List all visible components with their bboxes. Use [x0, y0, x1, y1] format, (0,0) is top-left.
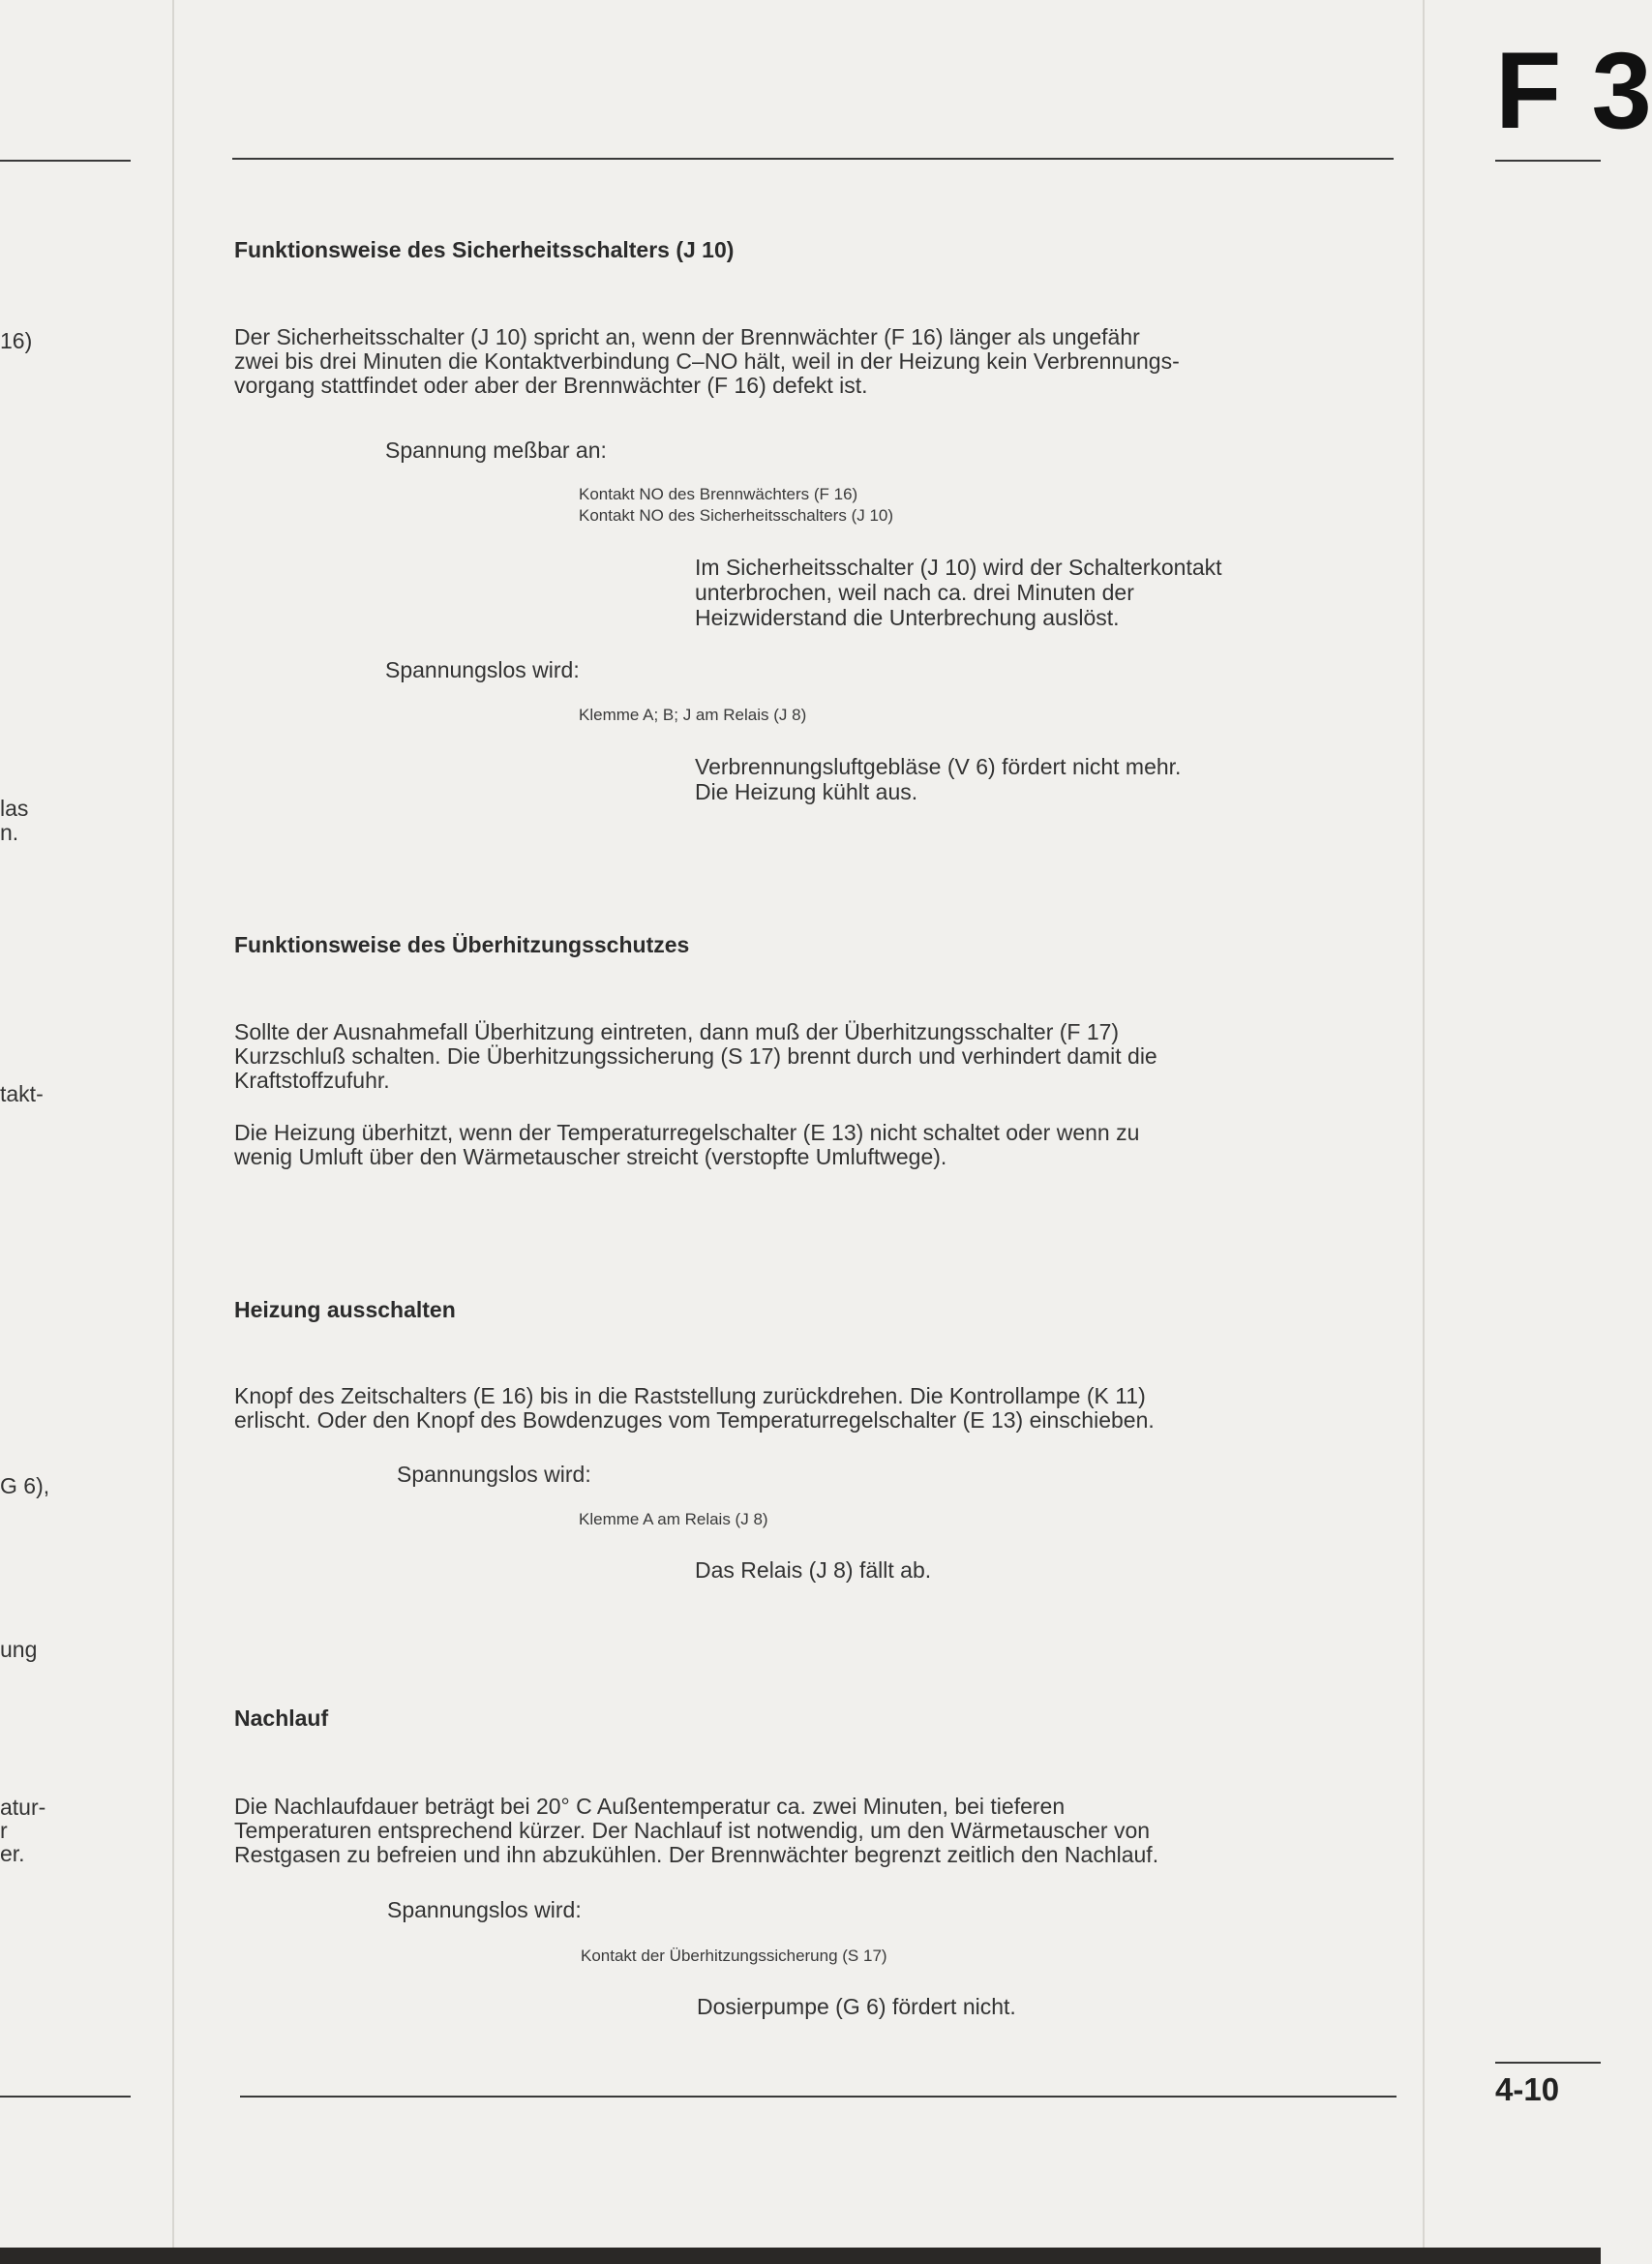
paragraph-line: Der Sicherheitsschalter (J 10) spricht an, wenn der Brennwächter (F 16) länger als ungefähr [234, 324, 1140, 349]
bottom-rule-right [1495, 2062, 1601, 2064]
paragraph-line: zwei bis drei Minuten die Kontaktverbindung C–NO hält, weil in der Heizung kein Verbrennungs- [234, 348, 1180, 374]
left-fragment: er. [0, 1841, 25, 1866]
left-fragment: 16) [0, 328, 33, 353]
effect-line: Im Sicherheitsschalter (J 10) wird der Schalterkontakt [695, 555, 1222, 580]
left-fragment: r [0, 1818, 8, 1843]
left-fragment: las [0, 796, 29, 821]
section-title-overheat-protection: Funktionsweise des Überhitzungsschutzes [234, 932, 690, 957]
paragraph-line: wenig Umluft über den Wärmetauscher streicht (verstopfte Umluftwege). [234, 1144, 947, 1169]
paragraph-line: vorgang stattfindet oder aber der Brennwächter (F 16) defekt ist. [234, 373, 868, 398]
contact-line: Klemme A; B; J am Relais (J 8) [579, 706, 807, 724]
contact-line: Klemme A am Relais (J 8) [579, 1510, 768, 1528]
voltage-free-label: Spannungslos wird: [397, 1462, 591, 1487]
section-title-safety-switch: Funktionsweise des Sicherheitsschalters (J 10) [234, 237, 735, 262]
right-page-gutter [1423, 0, 1425, 2264]
left-page-gutter [172, 0, 174, 2264]
left-fragment: atur- [0, 1795, 46, 1820]
effect-line: Verbrennungsluftgebläse (V 6) fördert nicht mehr. [695, 754, 1182, 779]
effect-line: Das Relais (J 8) fällt ab. [695, 1557, 932, 1583]
top-rule-left [0, 160, 131, 162]
contact-line: Kontakt NO des Sicherheitsschalters (J 10) [579, 506, 894, 525]
voltage-measurable-label: Spannung meßbar an: [385, 438, 607, 463]
paragraph-line: Restgasen zu befreien und ihn abzukühlen. Der Brennwächter begrenzt zeitlich den Nachlauf. [234, 1842, 1159, 1867]
effect-line: Heizwiderstand die Unterbrechung auslöst. [695, 605, 1120, 630]
paragraph-line: Kraftstoffzufuhr. [234, 1068, 390, 1093]
bottom-rule-left [0, 2096, 131, 2098]
top-rule-right [1495, 160, 1601, 162]
scan-bottom-edge [0, 2248, 1601, 2264]
section-title-run-on: Nachlauf [234, 1706, 329, 1731]
page-number: 4-10 [1495, 2071, 1560, 2107]
left-fragment: ung [0, 1637, 38, 1662]
paragraph-line: Temperaturen entsprechend kürzer. Der Nachlauf ist notwendig, um den Wärmetauscher von [234, 1818, 1151, 1843]
top-rule-main [232, 158, 1394, 160]
contact-line: Kontakt NO des Brennwächters (F 16) [579, 485, 858, 503]
effect-line: Dosierpumpe (G 6) fördert nicht. [697, 1994, 1016, 2019]
paragraph-line: Sollte der Ausnahmefall Überhitzung eintreten, dann muß der Überhitzungsschalter (F 17) [234, 1019, 1120, 1044]
voltage-free-label: Spannungslos wird: [385, 657, 580, 682]
left-fragment: G 6), [0, 1473, 50, 1498]
effect-line: Die Heizung kühlt aus. [695, 779, 918, 804]
paragraph-line: Die Nachlaufdauer beträgt bei 20° C Außentemperatur ca. zwei Minuten, bei tieferen [234, 1794, 1066, 1819]
voltage-free-label: Spannungslos wird: [387, 1897, 582, 1922]
bottom-rule-main [240, 2096, 1397, 2098]
paragraph-line: erlischt. Oder den Knopf des Bowdenzuges vom Temperaturregelschalter (E 13) einschieben. [234, 1407, 1155, 1433]
left-fragment: n. [0, 820, 19, 845]
paragraph-line: Die Heizung überhitzt, wenn der Temperaturregelschalter (E 13) nicht schaltet oder wenn zu [234, 1120, 1140, 1145]
contact-line: Kontakt der Überhitzungssicherung (S 17) [581, 1947, 887, 1965]
left-fragment: takt- [0, 1081, 44, 1106]
section-title-heater-off: Heizung ausschalten [234, 1297, 456, 1322]
header-letter: F 3 [1495, 30, 1652, 151]
paragraph-line: Kurzschluß schalten. Die Überhitzungssicherung (S 17) brennt durch und verhindert damit die [234, 1043, 1157, 1069]
paragraph-line: Knopf des Zeitschalters (E 16) bis in die Raststellung zurückdrehen. Die Kontrollampe (K 11) [234, 1383, 1146, 1408]
effect-line: unterbrochen, weil nach ca. drei Minuten der [695, 580, 1134, 605]
